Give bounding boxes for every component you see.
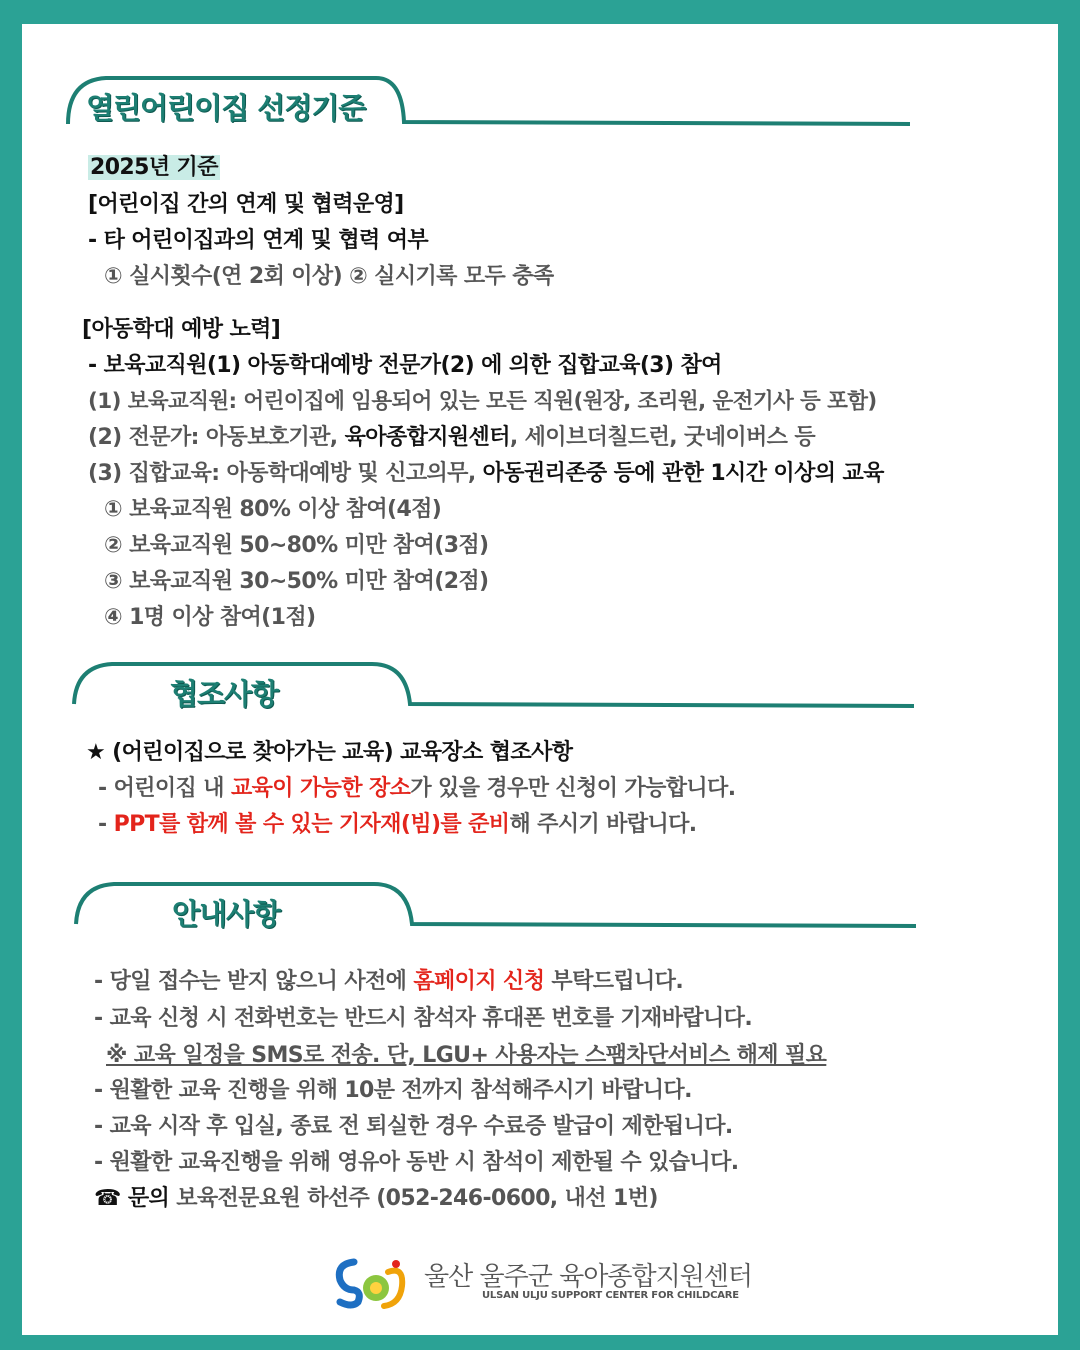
sms-notice: ※ 교육 일정을 SMS로 전송. 단, LGU+ 사용자는 스팸차단서비스 해제 필요 bbox=[106, 1043, 827, 1068]
section-header-notice bbox=[74, 880, 924, 936]
section-title: 열린어린이집 선정기준 bbox=[86, 91, 366, 125]
text-line: - 타 어린이집과의 연계 및 협력 여부 bbox=[88, 228, 429, 253]
year-label: 2025년 기준 bbox=[90, 155, 218, 180]
text-line: - 어린이집 내 교육이 가능한 장소가 있을 경우만 신청이 가능합니다. bbox=[98, 776, 736, 801]
score-item: ③ 보육교직원 30~50% 미만 참여(2점) bbox=[104, 569, 489, 594]
text-line: - 원활한 교육진행을 위해 영유아 동반 시 참석이 제한될 수 있습니다. bbox=[94, 1150, 739, 1175]
center-name-ko: 울산 울주군 육아종합지원센터 bbox=[424, 1262, 753, 1292]
score-item: ② 보육교직원 50~80% 미만 참여(3점) bbox=[104, 533, 489, 558]
text-line: - 원활한 교육 진행을 위해 10분 전까지 참석해주시기 바랍니다. bbox=[94, 1078, 692, 1103]
definition-line: (1) 보육교직원: 어린이집에 임용되어 있는 모든 직원(원장, 조리원, 운전기사 등 포함) bbox=[88, 389, 877, 414]
center-logo bbox=[332, 1254, 752, 1310]
text-line: - 교육 신청 시 전화번호는 반드시 참석자 휴대폰 번호를 기재바랍니다. bbox=[94, 1006, 753, 1031]
text-line: - 교육 시작 후 입실, 종료 전 퇴실한 경우 수료증 발급이 제한됩니다. bbox=[94, 1114, 733, 1139]
center-name-en: ULSAN ULJU SUPPORT CENTER FOR CHILDCARE bbox=[482, 1290, 739, 1301]
text-line: ★ (어린이집으로 찾아가는 교육) 교육장소 협조사항 bbox=[86, 740, 573, 765]
text-line: ① 실시횟수(연 2회 이상) ② 실시기록 모두 충족 bbox=[104, 264, 554, 289]
definition-line: (3) 집합교육: 아동학대예방 및 신고의무, 아동권리존중 등에 관한 1시간 이상의 교육 bbox=[88, 461, 884, 486]
text-line: - PPT를 함께 볼 수 있는 기자재(빔)를 준비해 주시기 바랍니다. bbox=[98, 812, 697, 837]
sub-heading: [어린이집 간의 연계 및 협력운영] bbox=[88, 192, 404, 217]
phone-icon: ☎ 문의 bbox=[94, 1186, 170, 1211]
section-title: 협조사항 bbox=[170, 677, 279, 711]
score-item: ① 보육교직원 80% 이상 참여(4점) bbox=[104, 497, 442, 522]
section-header-cooperation bbox=[72, 660, 922, 716]
section-title: 안내사항 bbox=[172, 897, 281, 931]
text-line: - 당일 접수는 받지 않으니 사전에 홈페이지 신청 부탁드립니다. bbox=[94, 969, 684, 994]
text-line: - 보육교직원(1) 아동학대예방 전문가(2) 에 의한 집합교육(3) 참여 bbox=[88, 353, 722, 378]
definition-line: (2) 전문가: 아동보호기관, 육아종합지원센터, 세이브더칠드런, 굿네이버스 등 bbox=[88, 425, 816, 450]
sub-heading: [아동학대 예방 노력] bbox=[82, 317, 281, 342]
contact-line: ☎ 문의 보육전문요원 하선주 (052-246-0600, 내선 1번) bbox=[94, 1186, 658, 1211]
score-item: ④ 1명 이상 참여(1점) bbox=[104, 605, 316, 630]
section-header-criteria bbox=[66, 72, 916, 128]
center-logo-mark bbox=[332, 1254, 412, 1310]
